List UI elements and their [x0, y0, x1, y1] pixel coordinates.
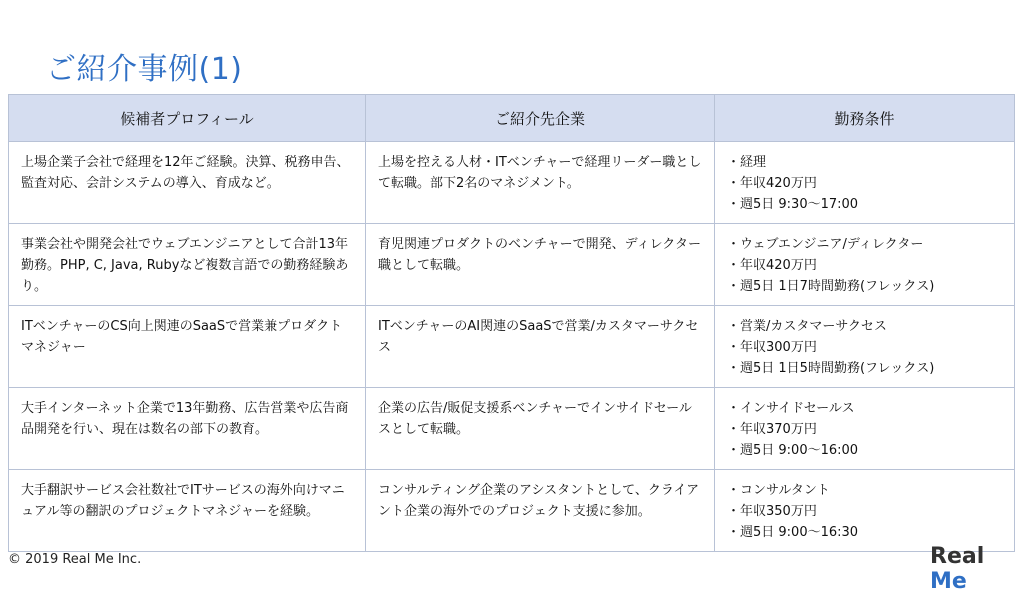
condition-item: ・週5日 9:00〜16:00 — [727, 443, 859, 458]
condition-item: ・年収370万円 — [727, 422, 817, 437]
table-row — [9, 388, 1015, 470]
condition-item: ・年収350万円 — [727, 504, 817, 519]
table-row — [9, 142, 1015, 224]
cell-company: 企業の広告/販促支援系ベンチャーでインサイドセールスとして転職。 — [366, 388, 715, 470]
cell-profile: 大手翻訳サービス会社数社でITサービスの海外向けマニュアル等の翻訳のプロジェクトマネジャーを経験。 — [9, 470, 366, 552]
condition-item: ・ウェブエンジニア/ディレクター — [727, 237, 924, 252]
condition-item: ・週5日 1日7時間勤務(フレックス) — [727, 279, 935, 294]
condition-item: ・年収300万円 — [727, 340, 817, 355]
cell-conditions — [715, 224, 1015, 306]
cell-profile: 上場企業子会社で経理を12年ご経験。決算、税務申告、監査対応、会計システムの導入、育成など。 — [9, 142, 366, 224]
case-table — [8, 94, 1015, 552]
cell-profile: 大手インターネット企業で13年勤務、広告営業や広告商品開発を行い、現在は数名の部下の教育。 — [9, 388, 366, 470]
condition-item: ・週5日 9:00〜16:30 — [727, 525, 859, 540]
header-conditions: 勤務条件 — [715, 95, 1015, 142]
condition-item: ・インサイドセールス — [727, 401, 855, 416]
cell-conditions — [715, 470, 1015, 552]
table-row — [9, 470, 1015, 552]
cell-company: 上場を控える人材・ITベンチャーで経理リーダー職として転職。部下2名のマネジメント。 — [366, 142, 715, 224]
cell-company: ITベンチャーのAI関連のSaaSで営業/カスタマーサクセス — [366, 306, 715, 388]
table-row — [9, 306, 1015, 388]
cell-profile: ITベンチャーのCS向上関連のSaaSで営業兼プロダクトマネジャー — [9, 306, 366, 388]
condition-item: ・経理 — [727, 155, 767, 170]
copyright: © 2019 Real Me Inc. — [8, 552, 142, 567]
header-company: ご紹介先企業 — [366, 95, 715, 142]
condition-item: ・年収420万円 — [727, 258, 817, 273]
condition-item: ・週5日 9:30〜17:00 — [727, 197, 859, 212]
cell-conditions — [715, 388, 1015, 470]
logo-text-real: Real — [930, 544, 985, 569]
logo-text-me: Me — [930, 569, 967, 594]
condition-item: ・営業/カスタマーサクセス — [727, 319, 887, 334]
cell-conditions — [715, 306, 1015, 388]
cell-company: コンサルティング企業のアシスタントとして、クライアント企業の海外でのプロジェクト支援に参加。 — [366, 470, 715, 552]
cell-conditions — [715, 142, 1015, 224]
table-header-row — [9, 95, 1015, 142]
condition-item: ・年収420万円 — [727, 176, 817, 191]
page-title: ご紹介事例(1) — [46, 52, 243, 87]
cell-company: 育児関連プロダクトのベンチャーで開発、ディレクター職として転職。 — [366, 224, 715, 306]
cell-profile: 事業会社や開発会社でウェブエンジニアとして合計13年勤務。PHP, C, Java, Rubyなど複数言語での勤務経験あり。 — [9, 224, 366, 306]
table-row — [9, 224, 1015, 306]
condition-item: ・週5日 1日5時間勤務(フレックス) — [727, 361, 935, 376]
header-profile: 候補者プロフィール — [9, 95, 366, 142]
company-logo — [930, 544, 1024, 594]
condition-item: ・コンサルタント — [727, 483, 830, 498]
